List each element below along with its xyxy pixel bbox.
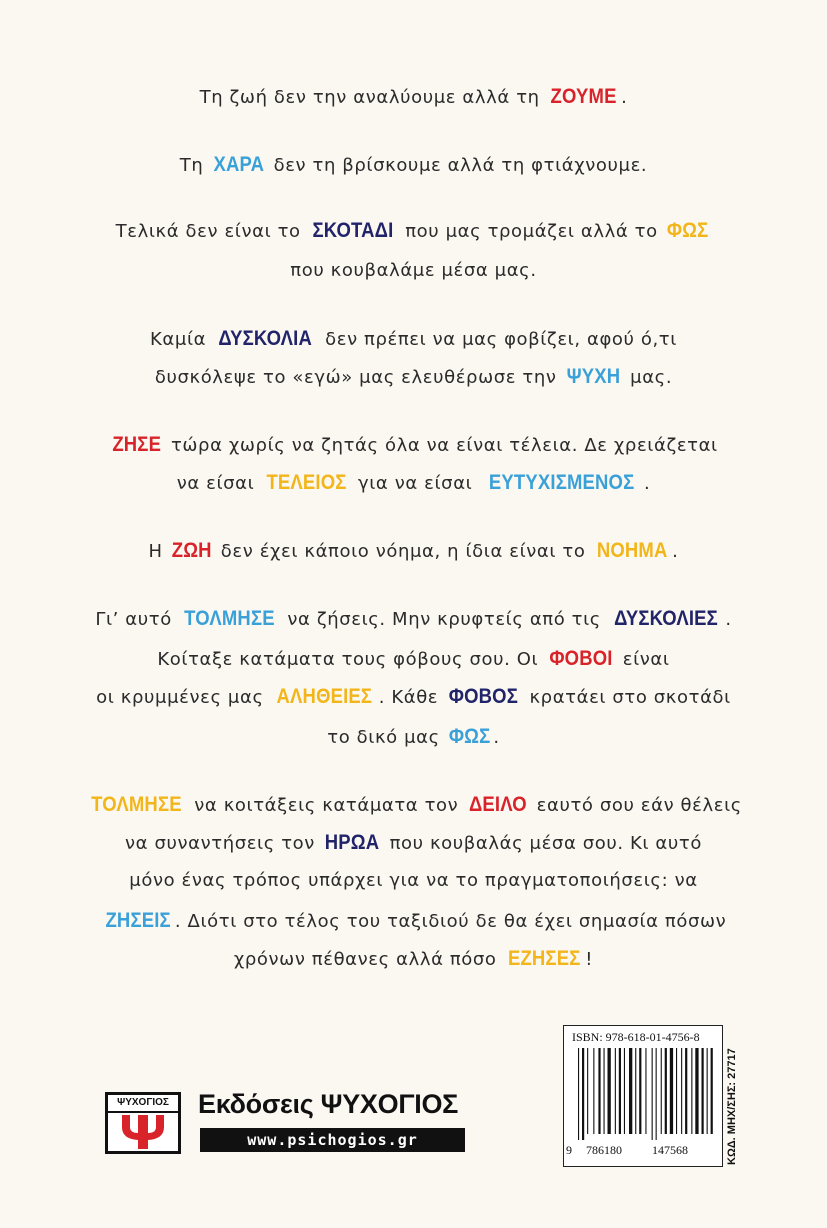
line-text: . <box>725 609 732 630</box>
barcode-digit-first: 9 <box>566 1143 572 1157</box>
highlight-word: ΦΟΒΟΙ <box>548 647 613 670</box>
highlight-word: ΦΩΣ <box>448 725 491 748</box>
barcode-bar <box>695 1048 698 1134</box>
line-text: εαυτό σου εάν θέλεις <box>530 795 742 816</box>
publisher-name: Εκδόσεις ΨΥΧΟΓΙΟΣ <box>198 1089 459 1119</box>
line-text: οι κρυμμένες μας <box>96 687 270 708</box>
highlight-word: ΕΖΗΣΕΣ <box>507 947 581 970</box>
highlight-word: ΣΚΟΤΑΔΙ <box>312 219 394 242</box>
line-text: Κοίταξε κατάματα τους φόβους σου. Οι <box>157 649 545 670</box>
highlight-word: ΗΡΩΑ <box>324 831 380 854</box>
blurb-line <box>0 326 827 353</box>
isbn-label: ISBN: 978-618-01-4756-8 <box>572 1030 700 1044</box>
highlight-word: ΤΟΛΜΗΣΕ <box>184 607 275 630</box>
line-text: που κουβαλάμε μέσα μας. <box>290 260 537 281</box>
highlight-word: ΝΟΗΜΑ <box>596 539 668 562</box>
highlight-word: ΧΑΡΑ <box>213 153 264 176</box>
line-text: . <box>643 473 651 494</box>
barcode-bar <box>624 1048 625 1134</box>
line-text: . Διότι στο τέλος του ταξιδιού δε θα έχει σημασία πόσων <box>174 911 727 932</box>
highlight-word: ΤΕΛΕΙΟΣ <box>266 471 347 494</box>
line-text: Τη ζωή δεν την αναλύουμε αλλά τη <box>199 87 546 108</box>
line-text: ! <box>585 949 594 970</box>
barcode-bars <box>576 1048 716 1140</box>
blurb-line <box>0 364 827 391</box>
barcode-bar <box>582 1048 584 1140</box>
line-text: . <box>621 87 628 108</box>
highlight-word: ΑΛΗΘΕΙΕΣ <box>276 685 373 708</box>
blurb-line <box>0 432 827 459</box>
highlight-word: ΦΟΒΟΣ <box>449 685 519 708</box>
barcode-bar <box>711 1048 713 1134</box>
publisher-logo <box>105 1092 181 1154</box>
barcode-bar <box>619 1048 621 1134</box>
barcode-bar <box>656 1048 657 1140</box>
line-text: να είσαι <box>176 473 261 494</box>
barcode-bar <box>593 1048 594 1134</box>
barcode-bar <box>645 1048 646 1134</box>
barcode-bar <box>707 1048 708 1134</box>
line-text: Τελικά δεν είναι το <box>115 221 307 242</box>
line-text: Τη <box>179 155 210 176</box>
line-text: που κουβαλάς μέσα σου. Κι αυτό <box>383 833 702 854</box>
barcode-bar <box>587 1048 588 1134</box>
line-text: χρόνων πέθανες αλλά πόσο <box>233 949 503 970</box>
highlight-word: ΤΟΛΜΗΣΕ <box>91 793 182 816</box>
line-text: δεν έχει κάποιο νόημα, η ίδια είναι το <box>214 541 592 562</box>
isbn-barcode <box>563 1025 723 1167</box>
barcode-bar <box>639 1048 641 1134</box>
blurb-line <box>0 646 827 673</box>
barcode-bar <box>652 1048 653 1140</box>
product-code-text: ΚΩΔ. ΜΗΧ/ΣΗΣ: 27717 <box>726 1048 738 1165</box>
barcode-bar <box>681 1048 682 1134</box>
line-text: . <box>493 727 500 748</box>
logo-text: ΨΥΧΟΓΙΟΣ <box>108 1095 178 1113</box>
line-text: να ζήσεις. Μην κρυφτείς από τις <box>281 609 608 630</box>
line-text: το δικό μας <box>327 727 447 748</box>
barcode-bar <box>670 1048 673 1134</box>
line-text: είναι <box>616 649 670 670</box>
line-text: που μας τρομάζει αλλά το <box>398 221 665 242</box>
line-text: για να είσαι <box>351 473 479 494</box>
line-text: Γι’ αυτό <box>95 609 179 630</box>
highlight-word: ΦΩΣ <box>666 219 709 242</box>
line-text: κρατάει στο σκοτάδι <box>523 687 731 708</box>
psi-logo-icon <box>118 1113 168 1151</box>
highlight-word: ΖΟΥΜΕ <box>550 85 617 108</box>
line-text: να συναντήσεις τον <box>125 833 322 854</box>
blurb-line <box>0 538 827 565</box>
barcode-bar <box>702 1048 704 1134</box>
line-text: δεν τη βρίσκουμε αλλά τη φτιάχνουμε. <box>267 155 648 176</box>
line-text: τώρα χωρίς να ζητάς όλα να είναι τέλεια. Δε χρειάζεται <box>164 435 718 456</box>
blurb-line <box>0 792 827 819</box>
highlight-word: ΖΗΣΕ <box>112 433 162 456</box>
blurb-line <box>0 606 827 633</box>
barcode-digits-right: 147568 <box>652 1143 688 1157</box>
line-text: μόνο ένας τρόπος υπάρχει για να το πραγματοποιήσεις: να <box>129 870 698 891</box>
barcode-bar <box>635 1048 636 1134</box>
blurb-line <box>0 868 827 894</box>
barcode-bar <box>598 1048 600 1134</box>
blurb-line <box>0 724 827 751</box>
highlight-word: ΔΥΣΚΟΛΙΑ <box>218 327 313 350</box>
barcode-bar <box>665 1048 667 1134</box>
publisher-url: www.psichogios.gr <box>200 1128 465 1152</box>
highlight-word: ΖΗΣΕΙΣ <box>105 909 171 932</box>
blurb-line <box>0 908 827 935</box>
highlight-word: ΖΩΗ <box>171 539 212 562</box>
blurb-line <box>0 830 827 857</box>
barcode-bar <box>629 1048 632 1134</box>
barcode-bar <box>676 1048 677 1134</box>
product-code <box>726 1030 746 1165</box>
line-text: . Κάθε <box>378 687 445 708</box>
blurb-line <box>0 946 827 973</box>
line-text: Η <box>148 541 170 562</box>
barcode-bar <box>578 1048 579 1140</box>
line-text: Καμία <box>150 329 213 350</box>
blurb-line <box>0 152 827 179</box>
line-text: . <box>672 541 679 562</box>
line-text: να κοιτάξεις κατάματα τον <box>187 795 465 816</box>
blurb-line <box>0 470 827 497</box>
barcode-bar <box>604 1048 605 1134</box>
blurb-line <box>0 258 827 284</box>
barcode-bar <box>615 1048 616 1134</box>
blurb-line <box>0 218 827 245</box>
barcode-bar <box>691 1048 692 1134</box>
barcode-bar <box>608 1048 611 1134</box>
barcode-bar <box>685 1048 687 1134</box>
highlight-word: ΨΥΧΗ <box>566 365 621 388</box>
highlight-word: ΔΥΣΚΟΛΙΕΣ <box>614 607 719 630</box>
barcode-digits-left: 786180 <box>586 1143 622 1157</box>
blurb-line <box>0 84 827 111</box>
highlight-word: ΕΥΤΥΧΙΣΜΕΝΟΣ <box>488 471 635 494</box>
line-text: δεν πρέπει να μας φοβίζει, αφού ό,τι <box>318 329 677 350</box>
line-text: δυσκόλεψε το «εγώ» μας ελευθέρωσε την <box>154 367 563 388</box>
highlight-word: ΔΕΙΛΟ <box>468 793 527 816</box>
blurb-line <box>0 684 827 711</box>
line-text: μας. <box>623 367 673 388</box>
barcode-bar <box>661 1048 662 1134</box>
